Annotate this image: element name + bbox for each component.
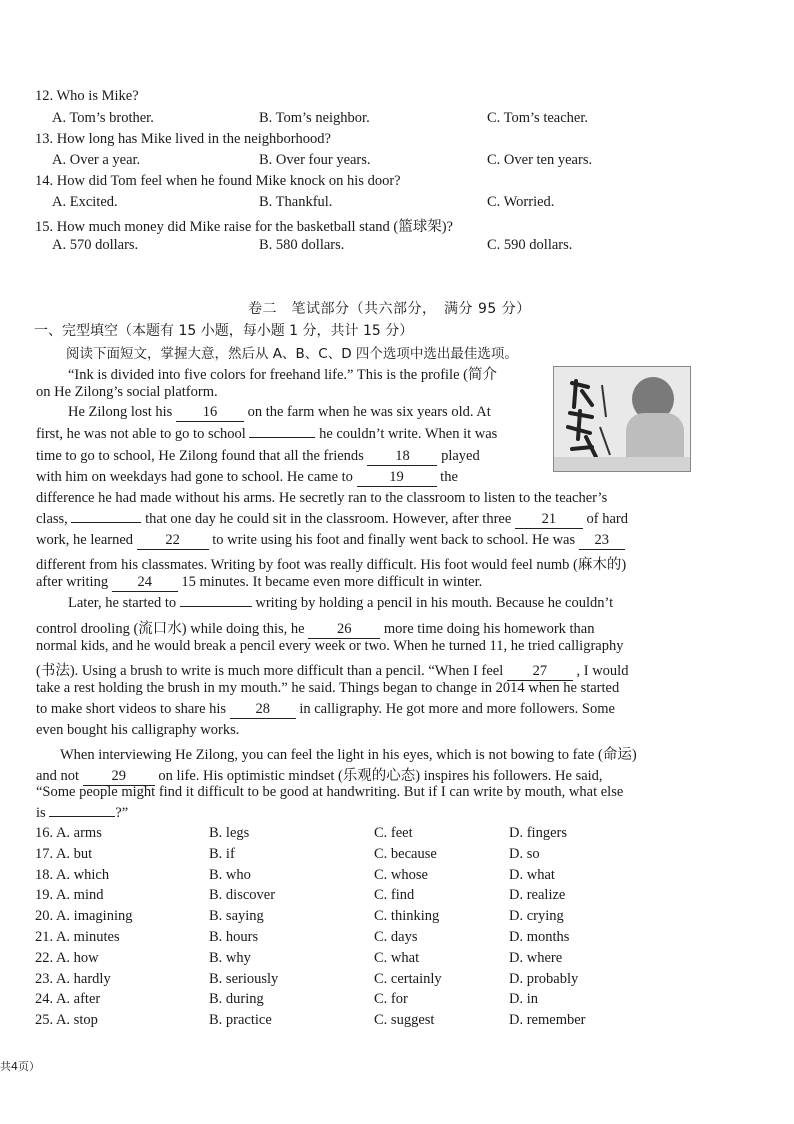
blank-23: 23 [579, 532, 625, 550]
choice-option-c: C. whose [374, 866, 428, 883]
choice-option-c: C. for [374, 991, 408, 1008]
page-footer: 共4页） [0, 1060, 40, 1073]
calligraphy-ink-icon [562, 377, 618, 461]
passage-line [36, 511, 628, 529]
calligraphy-photo [553, 366, 691, 472]
choice-option-b: B. why [209, 949, 251, 966]
passage-line: take a rest holding the brush in my mouth.” he said. Things began to change in 2014 when he started [36, 680, 620, 696]
choice-option-b: B. saying [209, 908, 264, 925]
blank-17 [249, 437, 315, 438]
passage-text: on the farm when he was six years old. At [247, 404, 491, 420]
choice-option-b: B. who [209, 866, 251, 883]
choice-option-c: C. suggest [374, 1012, 435, 1029]
option-b: B. Over four years. [259, 152, 371, 168]
passage-text: to write using his foot and finally went back to school. He was [212, 532, 576, 548]
passage-text: first, he was not able to go to school [36, 426, 246, 442]
choice-number-option-a: 16. A. arms [35, 825, 102, 841]
choice-number-option-a: 18. A. which [35, 866, 110, 883]
passage-line: even bought his calligraphy works. [36, 722, 240, 738]
section-title: 卷二 笔试部分（共六部分， 满分 95 分） [248, 301, 531, 317]
passage-line: When interviewing He Zilong, you can feel the light in his eyes, which is not bowing to fate (命运) [60, 747, 637, 763]
passage-text: and not [36, 768, 80, 784]
passage-text: , I would [576, 663, 629, 679]
passage-line [36, 764, 603, 786]
choice-option-d: D. months [509, 929, 570, 945]
passage-line [36, 426, 497, 443]
passage-text: after writing [36, 574, 109, 590]
passage-text: he couldn’t write. When it was [319, 426, 498, 442]
passage-text: more time doing his homework than [383, 621, 595, 637]
passage-text: class, [36, 511, 68, 527]
choice-option-d: D. realize [509, 887, 566, 904]
choice-number-option-a: 23. A. hardly [35, 970, 111, 987]
passage-text: time to go to school, He Zilong found that all the friends [36, 448, 364, 464]
option-b: B. 580 dollars. [259, 237, 345, 253]
choice-option-b: B. during [209, 991, 264, 1008]
question-stem: 12. Who is Mike? [35, 88, 139, 104]
passage-line: different from his classmates. Writing by foot was really difficult. His foot would feel numb (麻木的) [36, 557, 627, 573]
choice-option-b: B. seriously [209, 970, 279, 987]
choice-number-option-a: 22. A. how [35, 949, 99, 966]
option-a: A. Tom’s brother. [52, 110, 154, 126]
choice-option-d: D. remember [509, 1012, 586, 1029]
choice-number-option-a: 17. A. but [35, 845, 93, 862]
choice-number-option-a: 25. A. stop [35, 1012, 98, 1029]
passage-line [36, 701, 615, 719]
passage-text: to make short videos to share his [36, 701, 227, 717]
passage-line: difference he had made without his arms. He secretly ran to the classroom to listen to the teacher’s [36, 490, 608, 506]
choice-number-option-a: 20. A. imagining [35, 908, 133, 925]
passage-text: of hard [586, 511, 629, 527]
choice-option-b: B. hours [209, 929, 259, 945]
passage-text: with him on weekdays had gone to school. He came to [36, 469, 353, 485]
option-c: C. 590 dollars. [487, 237, 573, 253]
blank-28: 28 [230, 701, 296, 719]
option-a: A. Excited. [52, 194, 118, 210]
passage-text: Later, he started to [68, 595, 177, 611]
choice-option-c: C. because [374, 845, 437, 862]
choice-option-b: B. legs [209, 825, 250, 841]
question-stem: 13. How long has Mike lived in the neighborhood? [35, 131, 331, 147]
blank-26: 26 [308, 621, 380, 639]
choice-option-c: C. certainly [374, 970, 442, 987]
passage-text: on life. His optimistic mindset (乐观的心态) inspires his followers. He said, [158, 768, 603, 784]
blank-22: 22 [137, 532, 209, 550]
option-a: A. 570 dollars. [52, 237, 139, 253]
passage-line: on He Zilong’s social platform. [36, 384, 218, 400]
passage-line: “Ink is divided into five colors for freehand life.” This is the profile (简介 [68, 367, 497, 383]
passage-text: (书法). Using a brush to write is much more difficult than a pencil. “When I feel [36, 663, 504, 679]
blank-16: 16 [176, 404, 244, 422]
passage-line [36, 617, 595, 639]
choice-option-c: C. thinking [374, 908, 440, 925]
choice-option-c: C. days [374, 929, 418, 945]
passage-line [68, 595, 613, 612]
choice-option-b: B. practice [209, 1012, 272, 1029]
passage-text: control drooling (流口水) while doing this, he [36, 621, 305, 637]
passage-text: that one day he could sit in the classroom. However, after three [145, 511, 512, 527]
question-stem: 14. How did Tom feel when he found Mike knock on his door? [35, 173, 401, 189]
passage-text: ?” [115, 805, 129, 821]
blank-21: 21 [515, 511, 583, 529]
choice-option-d: D. fingers [509, 825, 567, 841]
passage-line [36, 659, 628, 681]
blank-24: 24 [112, 574, 178, 592]
option-b: B. Thankful. [259, 194, 333, 210]
passage-text: writing by holding a pencil in his mouth. Because he couldn’t [255, 595, 614, 611]
choice-option-d: D. probably [509, 970, 579, 987]
blank-19: 19 [357, 469, 437, 487]
choice-option-d: D. where [509, 949, 563, 966]
passage-line [36, 574, 482, 592]
passage-text: 15 minutes. It became even more difficult in winter. [181, 574, 483, 590]
desk [554, 457, 690, 471]
instructions: 阅读下面短文，掌握大意，然后从 A、B、C、D 四个选项中选出最佳选项。 [66, 346, 518, 362]
choice-option-b: B. discover [209, 887, 276, 904]
passage-text: He Zilong lost his [68, 404, 173, 420]
option-a: A. Over a year. [52, 152, 141, 168]
passage-line [68, 404, 491, 422]
passage-text: played [441, 448, 480, 464]
passage-text: work, he learned [36, 532, 134, 548]
choice-option-c: C. find [374, 887, 415, 904]
blank-25 [180, 606, 252, 607]
passage-line [36, 805, 128, 822]
choice-option-d: D. what [509, 866, 555, 883]
choice-number-option-a: 19. A. mind [35, 887, 104, 904]
passage-line [36, 448, 480, 466]
choice-option-b: B. if [209, 845, 235, 862]
blank-20 [71, 522, 141, 523]
choice-option-c: C. what [374, 949, 420, 966]
blank-27: 27 [507, 663, 573, 681]
option-c: C. Tom’s teacher. [487, 110, 589, 126]
passage-text: is [36, 805, 46, 821]
passage-text: in calligraphy. He got more and more followers. Some [299, 701, 615, 717]
passage-line: “Some people might find it difficult to be good at handwriting. But if I can write by mouth, what else [36, 784, 624, 800]
blank-30 [49, 816, 115, 817]
option-c: C. Over ten years. [487, 152, 593, 168]
part-title: 一、完型填空（本题有 15 小题，每小题 1 分，共计 15 分） [34, 323, 414, 339]
choice-option-c: C. feet [374, 825, 413, 841]
choice-option-d: D. crying [509, 908, 564, 925]
question-stem: 15. How much money did Mike raise for the basketball stand (篮球架)? [35, 219, 453, 235]
passage-line: normal kids, and he would break a pencil every week or two. When he turned 11, he tried calligraphy [36, 638, 624, 654]
choice-option-d: D. in [509, 991, 538, 1008]
blank-18: 18 [367, 448, 437, 466]
blank-29: 29 [83, 768, 155, 786]
choice-option-d: D. so [509, 845, 540, 862]
passage-text: the [440, 469, 458, 485]
passage-line [36, 469, 458, 487]
choice-number-option-a: 21. A. minutes [35, 929, 120, 945]
passage-line [36, 532, 625, 550]
option-b: B. Tom’s neighbor. [259, 110, 370, 126]
option-c: C. Worried. [487, 194, 555, 210]
choice-number-option-a: 24. A. after [35, 991, 101, 1008]
